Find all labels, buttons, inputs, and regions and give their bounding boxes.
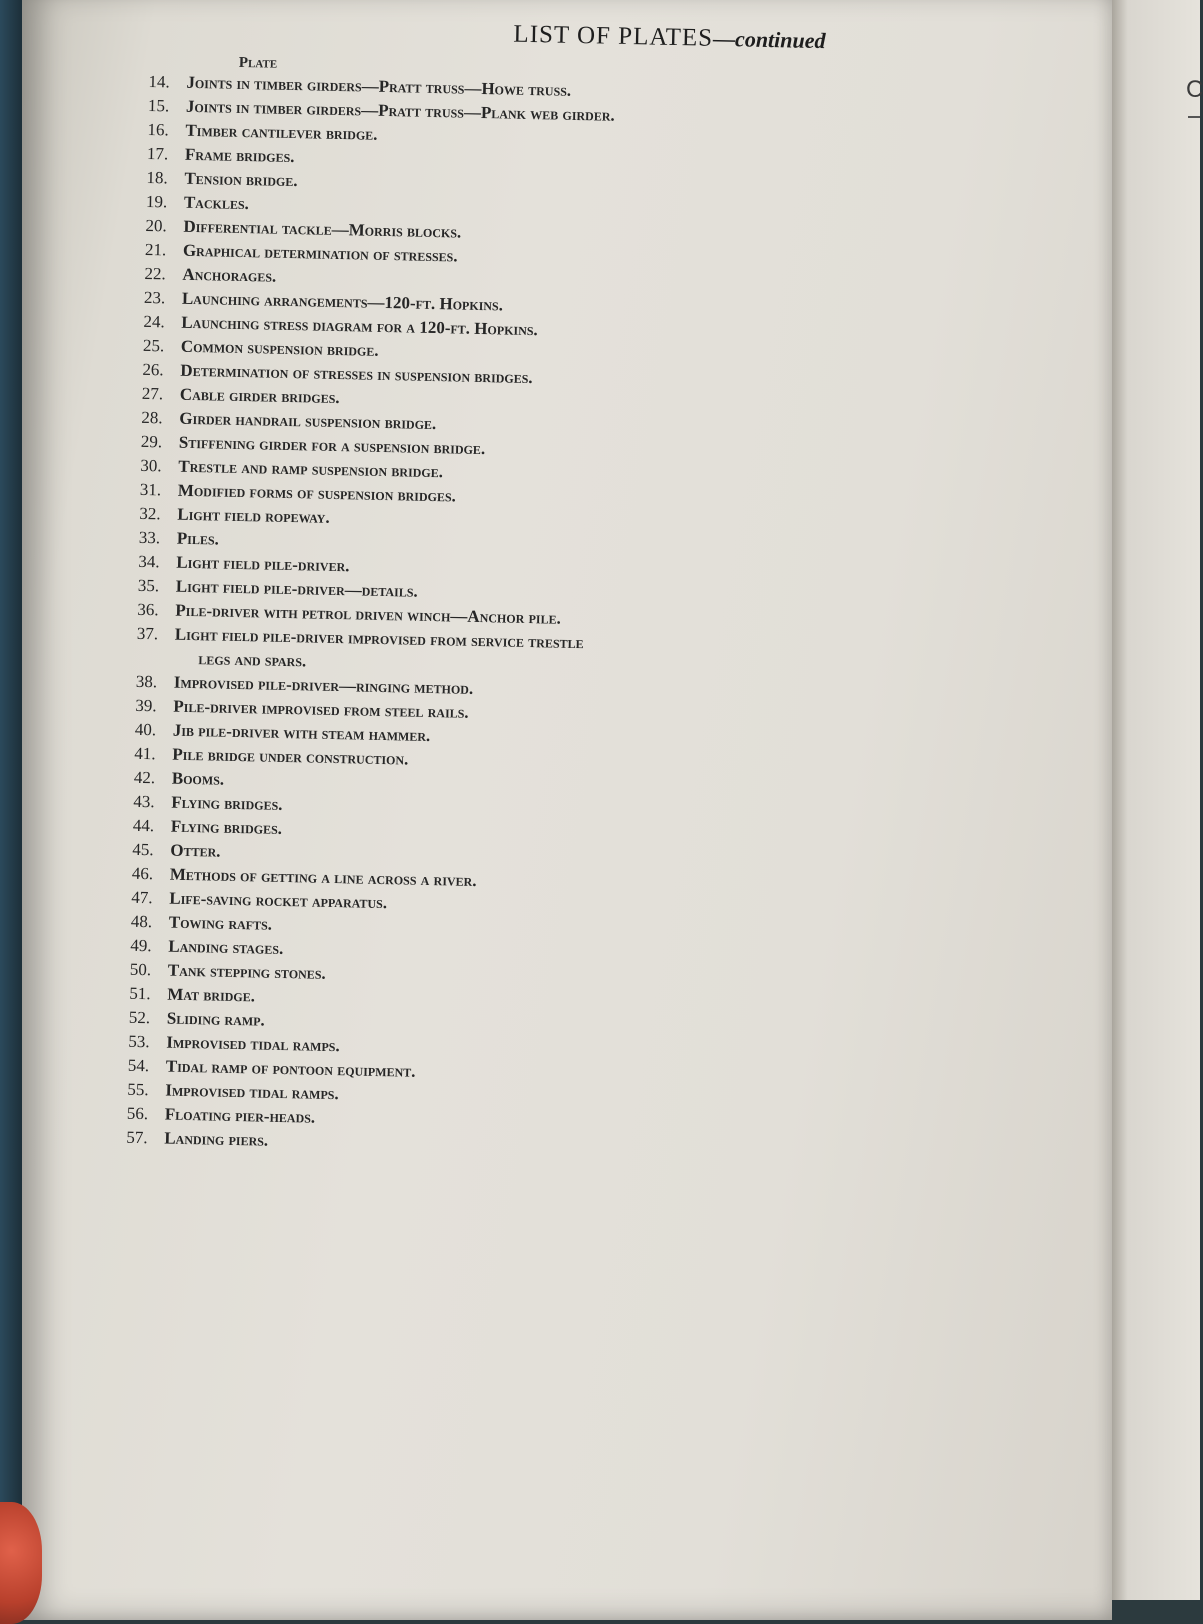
plate-number: 38.: [135, 671, 158, 692]
plate-number: 52.: [128, 1007, 151, 1028]
plate-number: 41.: [134, 743, 156, 764]
plate-list: [126, 70, 1048, 1169]
plate-title: Landing stages.: [168, 936, 284, 958]
plate-number: 46.: [131, 863, 154, 884]
plate-title: Tank stepping stones.: [167, 960, 326, 983]
plate-title: Timber cantilever bridge.: [185, 120, 378, 144]
plate-title: Anchorages.: [182, 264, 277, 286]
plate-number: 35.: [137, 575, 160, 596]
plate-number: 54.: [127, 1055, 150, 1076]
plate-number: 48.: [130, 911, 153, 932]
plate-title: Pile-driver improvised from steel rails.: [173, 696, 469, 722]
facing-page-edge: [1112, 0, 1200, 1600]
plate-title: Sliding ramp.: [166, 1008, 265, 1030]
plate-title: Towing rafts.: [168, 912, 273, 934]
plate-title: Light field ropeway.: [177, 504, 330, 527]
plate-number: 19.: [145, 191, 168, 212]
facing-page-letter: C: [1186, 76, 1203, 103]
plate-title: Stiffening girder for a suspension bridge.: [178, 432, 486, 459]
plate-number: 42.: [133, 767, 156, 788]
plate-title: Piles.: [176, 528, 220, 549]
page-content: [126, 8, 1050, 1169]
plate-title: Pile bridge under construction.: [172, 744, 409, 769]
plate-title: Cable girder bridges.: [179, 384, 340, 408]
plate-number: 24.: [143, 311, 165, 332]
plate-number: 47.: [131, 887, 153, 908]
plate-title: Graphical determination of stresses.: [182, 240, 458, 266]
plate-number: 33.: [138, 527, 161, 548]
plate-number: 15.: [147, 95, 170, 116]
plate-title: Tackles.: [183, 192, 250, 214]
plate-column-header: Plate: [238, 54, 278, 72]
plate-number: 40.: [134, 719, 157, 740]
plate-number: 29.: [140, 431, 163, 452]
plate-number: 53.: [128, 1031, 150, 1052]
plate-title: Light field pile-driver improvised from service trestle: [174, 624, 584, 653]
plate-number: 45.: [132, 839, 154, 860]
plate-number: 36.: [137, 599, 159, 620]
plate-number: 30.: [140, 455, 162, 476]
plate-number: 31.: [139, 479, 162, 500]
plate-title: Life-saving rocket apparatus.: [169, 888, 388, 913]
plate-number: 39.: [135, 695, 157, 716]
plate-title: Light field pile-driver—details.: [175, 576, 418, 601]
plate-number: 56.: [126, 1103, 149, 1124]
plate-number: 20.: [145, 215, 167, 236]
plate-title: Landing piers.: [164, 1128, 269, 1150]
plate-title: Joints in timber girders—Pratt truss—Howe truss.: [186, 72, 572, 100]
plate-number: 27.: [141, 383, 164, 404]
plate-title: Flying bridges.: [171, 792, 283, 814]
plate-number: 55.: [127, 1079, 149, 1100]
plate-title: Light field pile-driver.: [176, 552, 350, 576]
title-continued: —continued: [712, 25, 826, 54]
plate-title: Differential tackle—Morris blocks.: [183, 216, 462, 242]
plate-number: 49.: [130, 935, 152, 956]
facing-page-dash: [1188, 116, 1200, 118]
plate-title: Frame bridges.: [184, 144, 295, 167]
plate-title: Launching arrangements—120-ft. Hopkins.: [181, 288, 504, 315]
plate-title: Common suspension bridge.: [180, 336, 379, 360]
plate-number: 26.: [142, 359, 164, 380]
plate-number: 43.: [133, 791, 155, 812]
plate-title: Otter.: [170, 840, 221, 861]
plate-title: Tidal ramp of pontoon equipment.: [165, 1056, 416, 1081]
plate-number: 17.: [146, 143, 169, 164]
plate-number: 37.: [136, 623, 159, 644]
plate-number: 51.: [129, 983, 151, 1004]
plate-number: 16.: [147, 119, 169, 140]
plate-title: Pile-driver with petrol driven winch—Anchor pile.: [175, 600, 562, 628]
plate-number: 57.: [126, 1127, 148, 1148]
plate-title: Joints in timber girders—Pratt truss—Plank web girder.: [185, 96, 615, 125]
plate-number: 18.: [146, 167, 168, 188]
plate-number: 23.: [143, 287, 166, 308]
plate-number: 25.: [142, 335, 165, 356]
plate-number: 32.: [139, 503, 161, 524]
plate-number: 22.: [144, 263, 166, 284]
plate-title: Methods of getting a line across a river.: [169, 864, 477, 891]
plate-title: Launching stress diagram for a 120-ft. Hopkins.: [181, 312, 538, 340]
plate-title: Mat bridge.: [167, 984, 256, 1006]
plate-title: Improvised pile-driver—ringing method.: [173, 672, 474, 698]
plate-title: Improvised tidal ramps.: [165, 1080, 339, 1104]
plate-title: Trestle and ramp suspension bridge.: [178, 456, 444, 482]
plate-title: Tension bridge.: [184, 168, 298, 191]
plate-number: 44.: [132, 815, 155, 836]
plate-title: Booms.: [171, 768, 225, 789]
plate-title: Determination of stresses in suspension bridges.: [180, 360, 533, 388]
title-text: LIST OF PLATES: [513, 20, 714, 52]
plate-title: Improvised tidal ramps.: [166, 1032, 340, 1056]
plate-title: Flying bridges.: [170, 816, 283, 838]
plate-number: 50.: [129, 959, 152, 980]
plate-title: Floating pier-heads.: [164, 1104, 316, 1127]
plate-number: 28.: [141, 407, 163, 428]
plate-title: Jib pile-driver with steam hammer.: [172, 720, 431, 746]
plate-title-continuation: legs and spars.: [198, 649, 307, 671]
plate-title: Girder handrail suspension bridge.: [179, 408, 437, 434]
plate-number: 34.: [138, 551, 160, 572]
plate-title: Modified forms of suspension bridges.: [177, 480, 457, 506]
plate-number: 21.: [144, 239, 167, 260]
plate-number: 14.: [148, 71, 170, 92]
